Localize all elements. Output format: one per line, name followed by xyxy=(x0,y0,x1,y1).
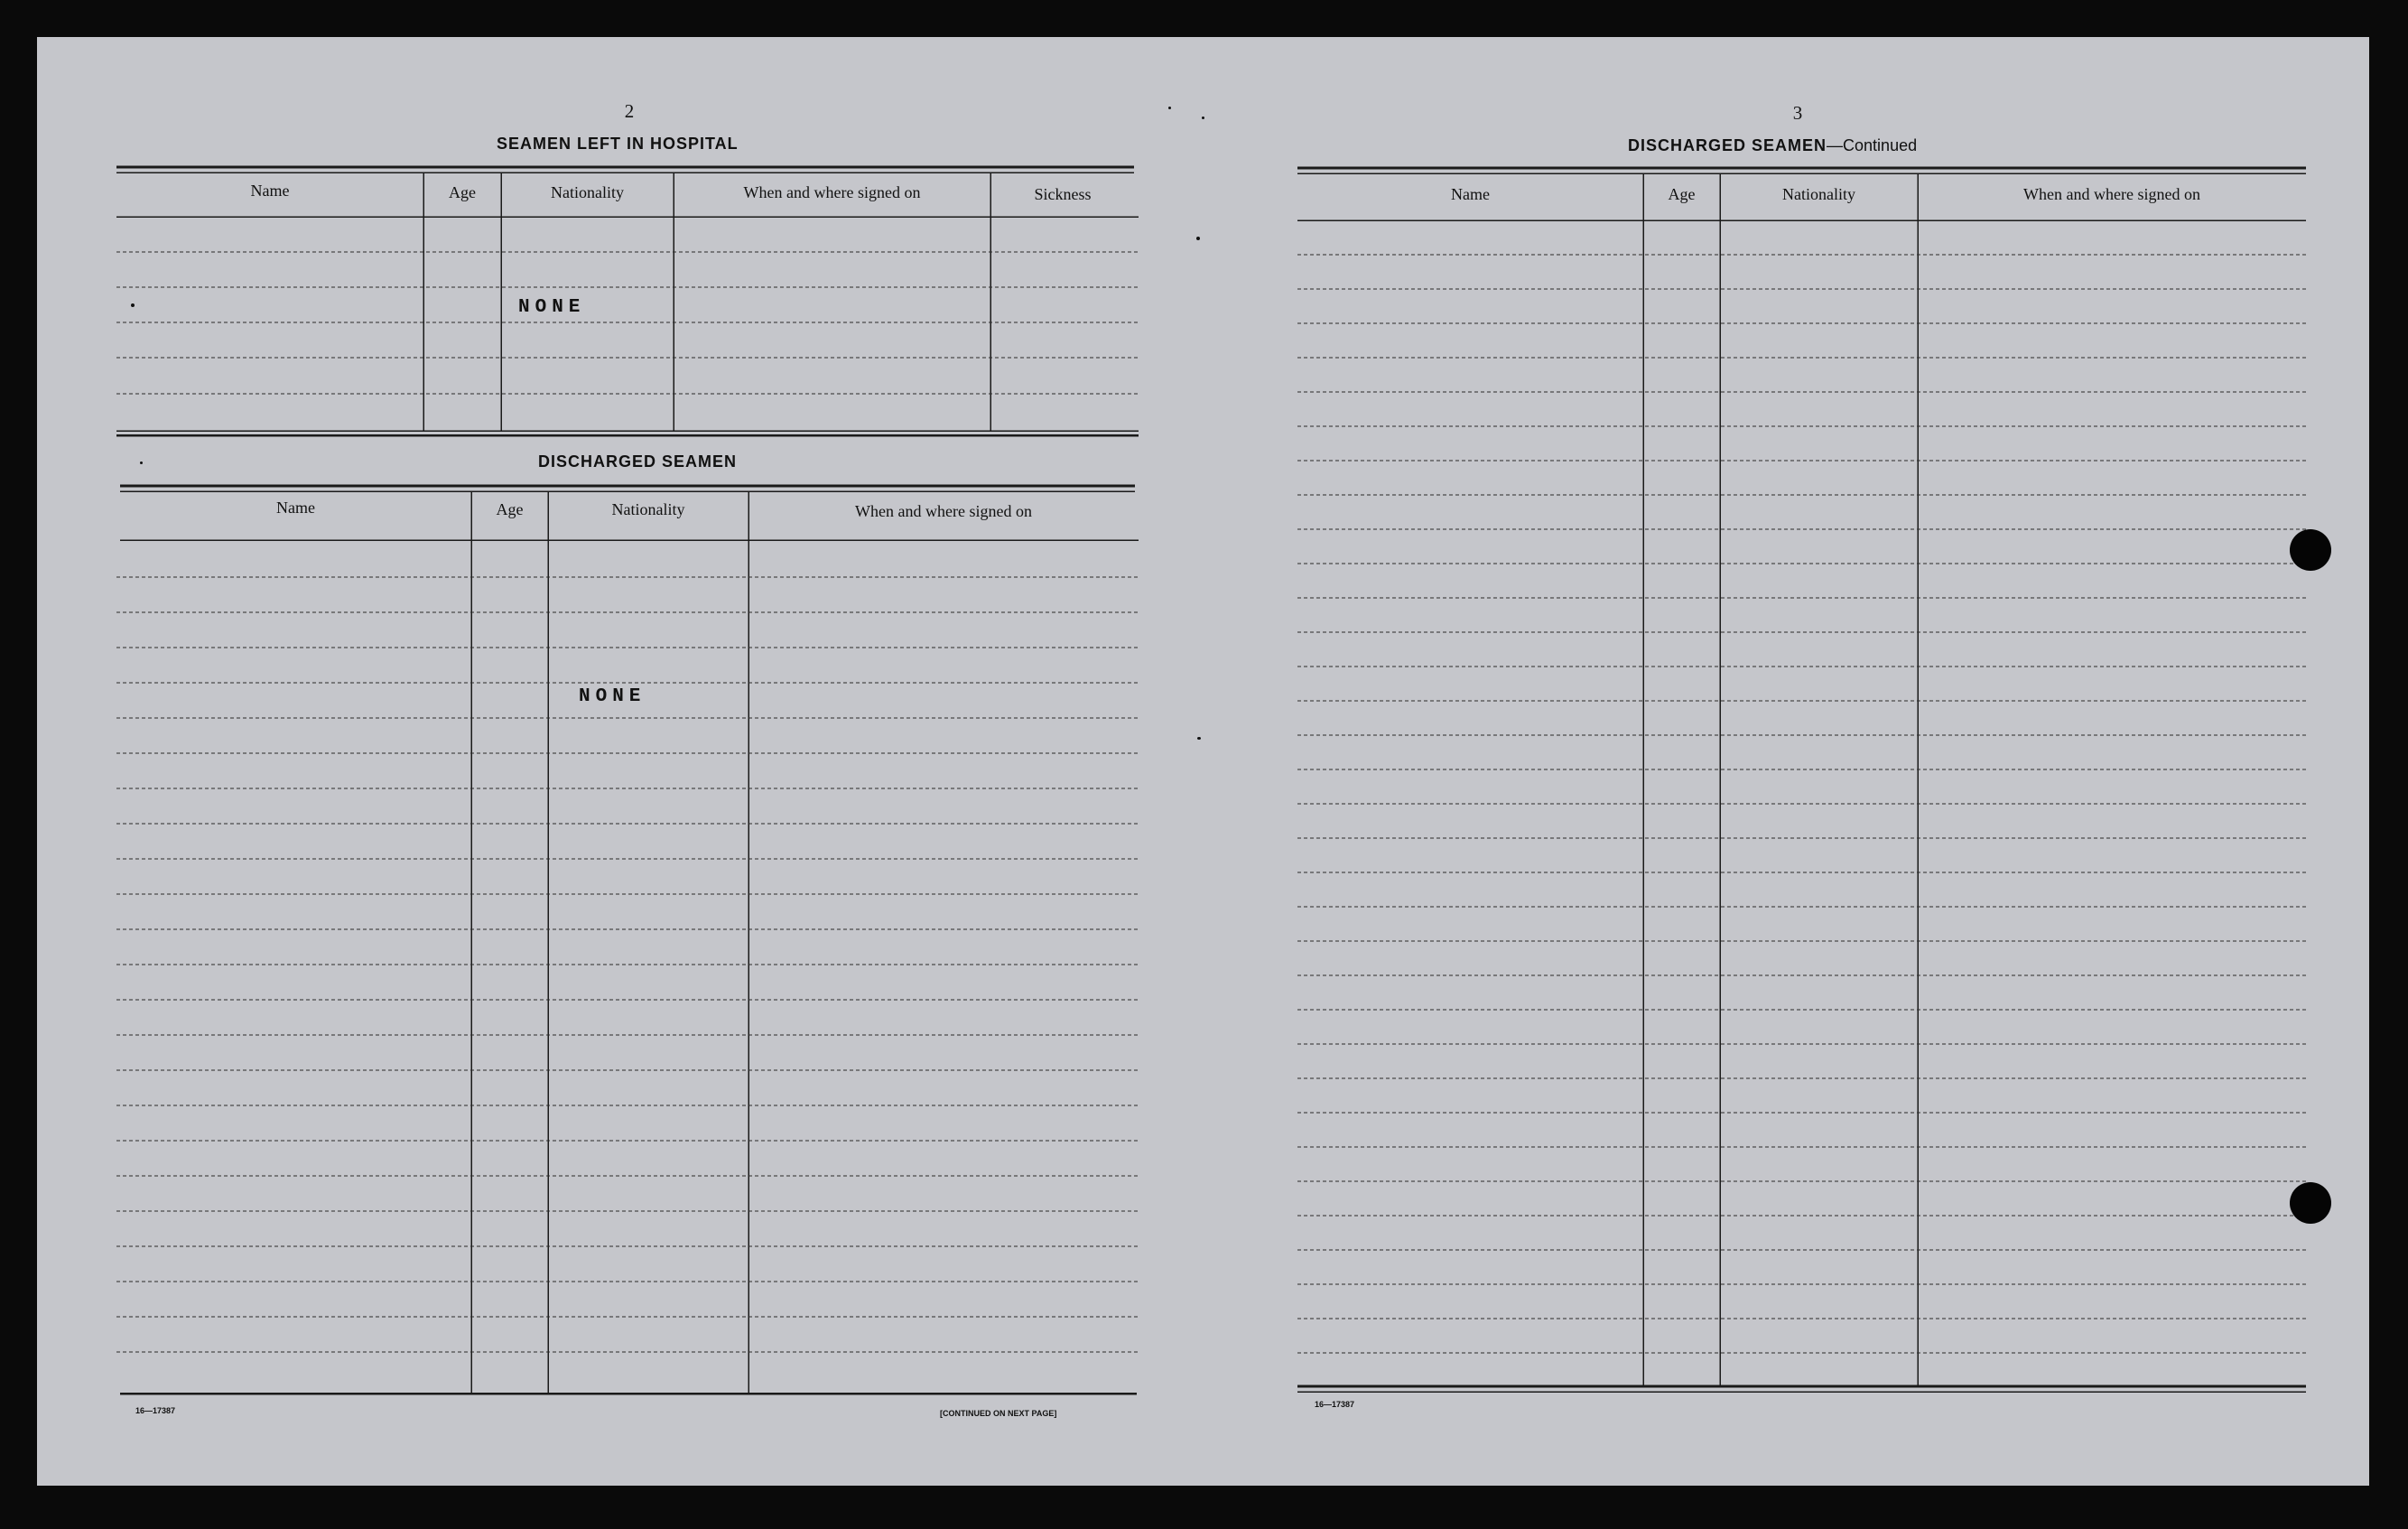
column-header-signed-on: When and where signed on xyxy=(743,183,921,201)
column-header-nationality: Nationality xyxy=(1782,185,1855,203)
column-header-age: Age xyxy=(449,183,476,201)
column-header-age: Age xyxy=(1668,185,1696,203)
section-title-suffix: —Continued xyxy=(1827,136,1918,154)
section-title-text: DISCHARGED SEAMEN xyxy=(1628,136,1827,154)
column-header-nationality: Nationality xyxy=(611,500,685,518)
column-header-nationality: Nationality xyxy=(551,183,624,201)
form-number: 16—17387 xyxy=(135,1406,176,1415)
page-number: 3 xyxy=(1792,102,1803,124)
page-number: 2 xyxy=(624,100,635,122)
punch-hole xyxy=(2290,1182,2331,1224)
hospital-entry-none: NONE xyxy=(518,297,586,318)
column-header-age: Age xyxy=(496,500,524,518)
column-header-signed-on: When and where signed on xyxy=(855,502,1032,520)
column-header-name: Name xyxy=(276,499,315,517)
section-title-discharged: DISCHARGED SEAMEN xyxy=(538,452,738,471)
form-number: 16—17387 xyxy=(1315,1400,1355,1409)
continued-note: [CONTINUED ON NEXT PAGE] xyxy=(940,1409,1057,1418)
punch-hole xyxy=(2290,529,2331,571)
column-header-name: Name xyxy=(250,182,290,200)
column-header-sickness: Sickness xyxy=(1034,185,1092,203)
form-rules-right xyxy=(37,37,2369,1486)
section-title-hospital: SEAMEN LEFT IN HOSPITAL xyxy=(497,135,739,153)
column-header-name: Name xyxy=(1451,185,1490,203)
discharged-entry-none: NONE xyxy=(579,686,646,707)
column-header-signed-on: When and where signed on xyxy=(2023,185,2200,203)
document-sheet xyxy=(37,37,2369,1486)
